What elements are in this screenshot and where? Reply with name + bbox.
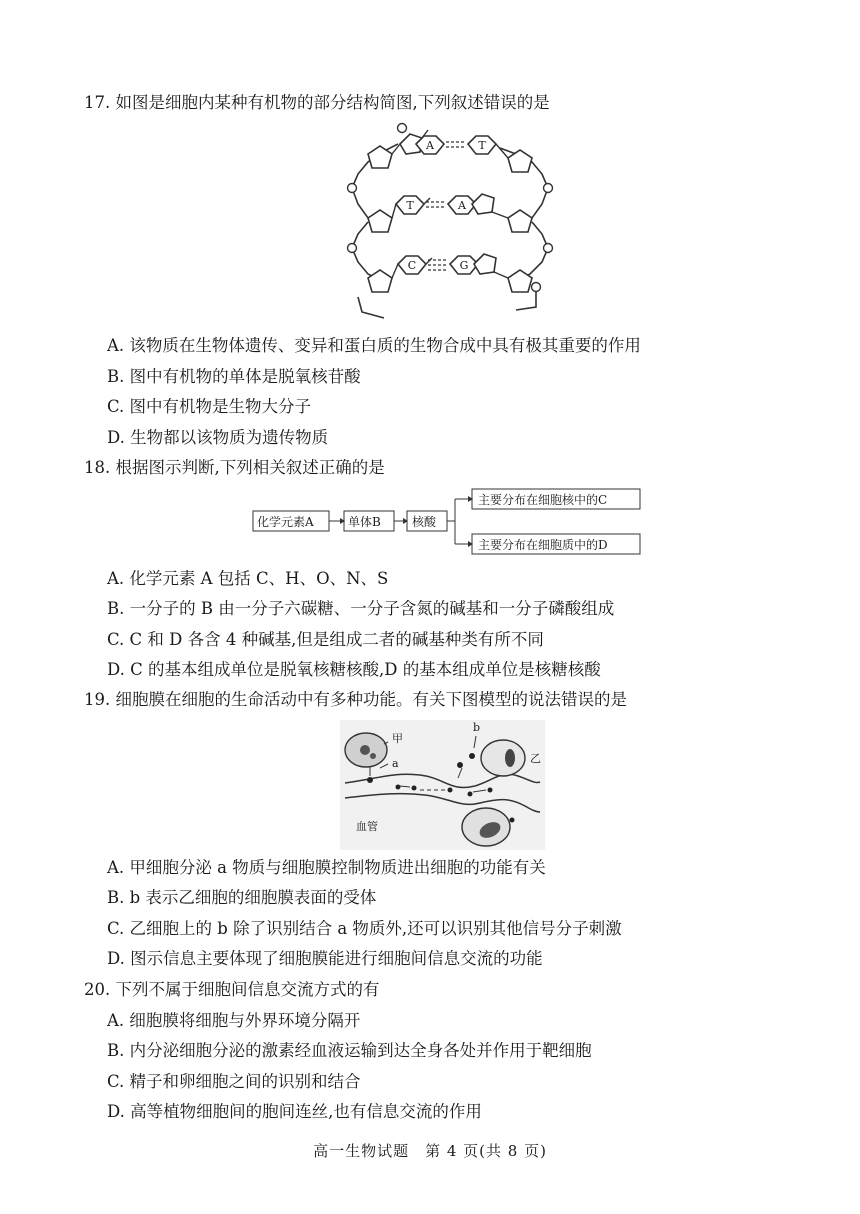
sugar-pentagon (368, 270, 392, 292)
question-19-option-c[interactable]: C. 乙细胞上的 b 除了识别结合 a 物质外,还可以识别其他信号分子刺激 (107, 919, 622, 938)
cell-label-jia: 甲 (392, 732, 403, 745)
phosphate-circle (544, 244, 553, 253)
flow-box-c: 主要分布在细胞核中的C (478, 493, 608, 507)
phosphate-circle (398, 124, 407, 133)
question-20-option-b[interactable]: B. 内分泌细胞分泌的激素经血液运输到达全身各处并作用于靶细胞 (107, 1041, 592, 1060)
question-19-option-d[interactable]: D. 图示信息主要体现了细胞膜能进行细胞间信息交流的功能 (107, 949, 543, 968)
question-18-option-a[interactable]: A. 化学元素 A 包括 C、H、O、N、S (107, 569, 389, 588)
question-18-option-b[interactable]: B. 一分子的 B 由一分子六碳糖、一分子含氮的碱基和一分子磷酸组成 (107, 599, 615, 618)
dna-structure-diagram (340, 122, 560, 327)
base-label: T (478, 139, 486, 152)
nucleic-acid-flow-diagram (250, 484, 645, 559)
base-label: A (426, 139, 434, 152)
sugar-pentagon (508, 210, 532, 232)
question-18-option-d[interactable]: D. C 的基本组成单位是脱氧核糖核酸,D 的基本组成单位是核糖核酸 (107, 660, 601, 679)
question-19-stem: 19. 细胞膜在细胞的生命活动中有多种功能。有关下图模型的说法错误的是 (84, 690, 627, 709)
question-17-option-d[interactable]: D. 生物都以该物质为遗传物质 (107, 428, 329, 447)
signal-label-a: a (392, 757, 399, 770)
question-18-option-c[interactable]: C. C 和 D 各含 4 种碱基,但是组成二者的碱基种类有所不同 (107, 630, 544, 649)
phosphate-circle (348, 244, 357, 253)
sugar-pentagon (368, 210, 392, 232)
flow-box-elements: 化学元素A (257, 515, 314, 529)
sugar-pentagon (508, 150, 532, 172)
cell-label-yi: 乙 (530, 752, 541, 765)
flow-box-d: 主要分布在细胞质中的D (478, 538, 608, 552)
base-label: C (407, 259, 417, 272)
flow-box-nucleic: 核酸 (412, 515, 437, 529)
question-20-option-a[interactable]: A. 细胞膜将细胞与外界环境分隔开 (107, 1011, 361, 1030)
question-20-option-c[interactable]: C. 精子和卵细胞之间的识别和结合 (107, 1072, 361, 1091)
question-17-option-c[interactable]: C. 图中有机物是生物大分子 (107, 397, 312, 416)
question-20-stem: 20. 下列不属于细胞间信息交流方式的有 (84, 980, 380, 999)
question-17-stem: 17. 如图是细胞内某种有机物的部分结构简图,下列叙述错误的是 (84, 93, 550, 112)
question-17-option-a[interactable]: A. 该物质在生物体遗传、变异和蛋白质的生物合成中具有极其重要的作用 (107, 336, 641, 355)
question-17-option-b[interactable]: B. 图中有机物的单体是脱氧核苷酸 (107, 367, 361, 386)
phosphate-circle (348, 184, 357, 193)
question-18-stem: 18. 根据图示判断,下列相关叙述正确的是 (84, 458, 385, 477)
flow-box-monomer: 单体B (348, 515, 381, 529)
question-19-option-b[interactable]: B. b 表示乙细胞的细胞膜表面的受体 (107, 888, 377, 907)
receptor-label-b: b (473, 721, 481, 734)
base-label: A (458, 199, 466, 212)
cell-signaling-diagram (340, 720, 545, 850)
sugar-pentagon (508, 270, 532, 292)
vessel-label: 血管 (356, 820, 378, 833)
page-footer: 高一生物试题 第 4 页(共 8 页) (313, 1142, 547, 1160)
phosphate-circle (544, 184, 553, 193)
question-19-option-a[interactable]: A. 甲细胞分泌 a 物质与细胞膜控制物质进出细胞的功能有关 (107, 858, 546, 877)
base-label: T (406, 199, 414, 212)
base-label: G (459, 259, 469, 272)
phosphate-circle (532, 283, 541, 292)
question-20-option-d[interactable]: D. 高等植物细胞间的胞间连丝,也有信息交流的作用 (107, 1102, 482, 1121)
